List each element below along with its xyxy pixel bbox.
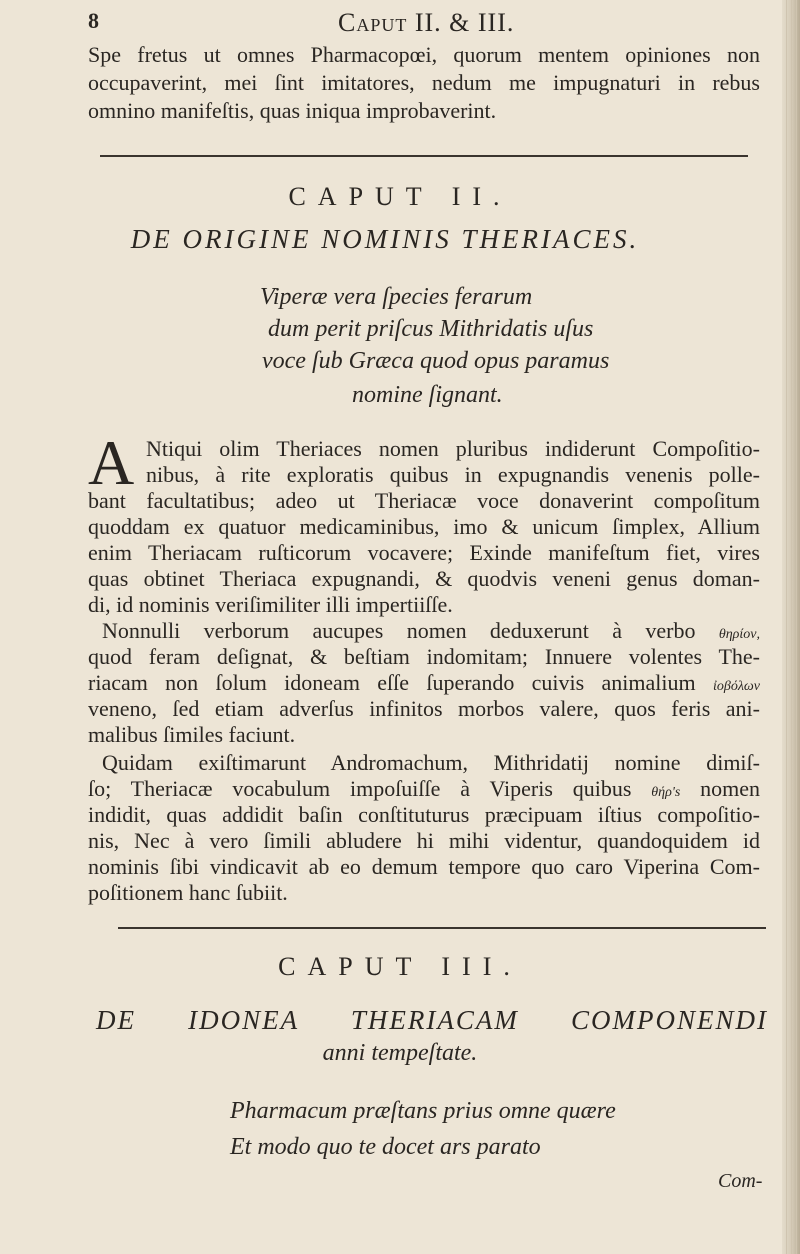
verse-line: Pharmacum præſtans prius omne quære [230, 1098, 616, 1124]
verse-line: Et modo quo te docet ars parato [230, 1134, 541, 1160]
intro-line: occupaverint, mei ſint imitatores, nedum me impugnaturi in rebus [88, 70, 760, 95]
verse-line: Viperæ vera ſpecies ferarum [260, 284, 533, 310]
paragraph-line: quod feram deſignat, & beſtiam indomitam; Innuere volentes The- [88, 644, 760, 669]
paragraph-line: quoddam ex quatuor medicaminibus, imo & unicum ſimplex, Allium [88, 514, 760, 539]
page-number: 8 [88, 8, 99, 33]
paragraph-line: di, id nominis veriſimiliter illi impertiiſſe. [88, 592, 453, 617]
running-title: Caput II. & III. [338, 8, 515, 37]
paragraph-line: nis, Nec à vero ſimili abludere hi mihi videntur, quandoquidem id [88, 828, 760, 853]
greek-word: ἰοβόλων [712, 679, 760, 694]
section-rule [100, 155, 748, 157]
intro-line: omnino manifeſtis, quas iniqua improbaverint. [88, 98, 497, 123]
chapter-title: DE IDONEA THERIACAM COMPONENDI [96, 1005, 768, 1035]
verse-line: nomine ſignant. [352, 382, 503, 408]
chapter-title: DE ORIGINE NOMINIS THERIACES. [130, 224, 640, 254]
paragraph-line: ſo; Theriacæ vocabulum impoſuiſſe à Viperis quibus θήρ's nomen [88, 776, 761, 801]
paragraph-line: enim Theriacam ruſticorum vocavere; Exinde manifeſtum fiet, vires [88, 540, 760, 565]
paragraph-line: Nonnulli verborum aucupes nomen deduxerunt à verbo θηρίον, [102, 618, 761, 643]
paragraph-line: indidit, quas addidit baſin conſtituturus præcipuam iſtius compoſitio- [88, 802, 760, 827]
greek-word: θηρίον, [718, 627, 761, 642]
paragraph-line: malibus ſimiles faciunt. [88, 722, 296, 747]
paragraph-line: riacam non ſolum idoneam eſſe ſuperando cuivis animalium ἰοβόλων [88, 670, 760, 695]
paragraph-line: Ntiqui olim Theriaces nomen pluribus indiderunt Compoſitio- [146, 436, 760, 461]
verse-line: voce ſub Græca quod opus paramus [262, 348, 610, 374]
paragraph-line: veneno, ſed etiam adverſus infinitos morbos valere, quos feris ani- [88, 696, 760, 721]
chapter-heading: CAPUT II. [288, 182, 512, 211]
paragraph-line: nominis ſibi vindicavit ab eo demum tempore quo caro Viperina Com- [88, 854, 760, 879]
paragraph-line: quas obtinet Theriaca expugnandi, & quodvis veneni genus doman- [88, 566, 760, 591]
paragraph-line: bant facultatibus; adeo ut Theriacæ voce donaverint compoſitum [88, 488, 760, 513]
drop-cap: A [88, 427, 135, 498]
greek-word: θήρ's [651, 785, 681, 800]
intro-line: Spe fretus ut omnes Pharmacopœi, quorum mentem opiniones non [88, 42, 760, 67]
section-rule [118, 927, 766, 929]
chapter-heading: CAPUT III. [278, 952, 522, 981]
paragraph-line: poſitionem hanc ſubiit. [88, 880, 288, 905]
paragraph-line: Quidam exiſtimarunt Andromachum, Mithridatij nomine dimiſ- [102, 750, 760, 775]
catchword: Com- [718, 1170, 763, 1192]
verse-line: dum perit priſcus Mithridatis uſus [268, 316, 594, 342]
chapter-title-cont: anni tempeſtate. [322, 1040, 478, 1066]
paragraph-line: nibus, à rite exploratis quibus in expugnandis venenis polle- [146, 462, 760, 487]
